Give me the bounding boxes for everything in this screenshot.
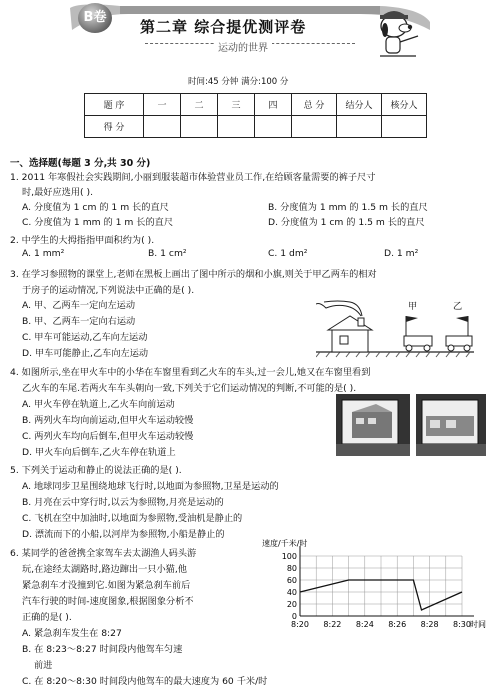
question-1-stem: 1. 2011 年寒假社会实践期间,小丽到服装超市体验营业员工作,在给顾客量需要的裤子尺寸 [10, 172, 376, 183]
question-5-option-b[interactable]: B. 月亮在云中穿行时,以云为参照物,月亮是运动的 [22, 497, 224, 508]
mascot-icon [372, 8, 422, 63]
speed-time-chart [262, 538, 488, 638]
table-cell: 核分人 [382, 94, 427, 116]
question-1-option-c[interactable]: C. 分度值为 1 mm 的 1 m 长的直尺 [22, 217, 174, 228]
y-tick-label: 80 [286, 564, 297, 573]
table-cell: 题 序 [85, 94, 144, 116]
y-tick-label: 100 [281, 552, 297, 561]
x-tick-label: 8:24 [355, 620, 374, 629]
score-table-header-row [85, 94, 427, 116]
question-1-option-d[interactable]: D. 分度值为 1 cm 的 1.5 m 长的直尺 [268, 217, 425, 228]
score-input-cell[interactable] [218, 116, 255, 138]
train-window-photo-2 [416, 394, 486, 459]
question-2-option-b[interactable]: B. 1 cm² [148, 248, 187, 259]
score-input-cell[interactable] [255, 116, 292, 138]
question-5-option-d[interactable]: D. 漂流而下的小船,以河岸为参照物,小船是静止的 [22, 529, 225, 540]
question-5-option-a[interactable]: A. 地球同步卫星围绕地球飞行时,以地面为参照物,卫星是运动的 [22, 481, 279, 492]
x-tick-label: 8:30 [453, 620, 471, 629]
house-flags-figure [316, 290, 476, 361]
question-5-option-c[interactable]: C. 飞机在空中加油时,以地面为参照物,受油机是静止的 [22, 513, 243, 524]
table-cell: 总 分 [292, 94, 337, 116]
table-cell: 一 [144, 94, 181, 116]
y-tick-label: 20 [286, 600, 297, 609]
x-tick-label: 8:20 [291, 620, 309, 629]
question-1-stem-cont: 时,最好应选用( ). [22, 187, 94, 198]
question-6-option-a[interactable]: A. 紧急刹车发生在 8:27 [22, 628, 122, 639]
question-2-stem: 2. 中学生的大拇指指甲面积约为( ). [10, 235, 155, 246]
table-cell: 四 [255, 94, 292, 116]
exam-time-info: 时间:45 分钟 满分:100 分 [188, 77, 289, 87]
score-input-cell[interactable] [144, 116, 181, 138]
table-cell: 得 分 [85, 116, 144, 138]
question-3-option-b[interactable]: B. 甲、乙两车一定向右运动 [22, 316, 136, 327]
question-2-option-c[interactable]: C. 1 dm² [268, 248, 308, 259]
question-6-stem-line4: 汽车行驶的时间-速度图象,根据图象分析不 [22, 596, 194, 607]
page-title: 第二章 综合提优测评卷 [140, 18, 307, 36]
section-heading: 一、选择题(每题 3 分,共 30 分) [10, 158, 151, 169]
score-input-cell[interactable] [181, 116, 218, 138]
y-axis-label: 速度/千米/时 [262, 539, 308, 548]
question-4-option-d[interactable]: D. 甲火车向后倒车,乙火车停在轨道上 [22, 447, 176, 458]
question-3-option-d[interactable]: D. 甲车可能静止,乙车向左运动 [22, 348, 149, 359]
question-3-stem-cont: 于房子的运动情况,下列说法中正确的是( ). [22, 285, 195, 296]
question-1-option-b[interactable]: B. 分度值为 1 mm 的 1.5 m 长的直尺 [268, 202, 428, 213]
question-6-stem: 6. 某同学的爸爸携全家驾车去太湖渔人码头游 [10, 548, 197, 559]
question-6-option-c[interactable]: C. 在 8:20～8:30 时间段内他驾车的最大速度为 60 千米/时 [22, 676, 268, 687]
question-3-stem: 3. 在学习参照物的课堂上,老师在黑板上画出了图中所示的烟和小旗,则关于甲乙两车的相对 [10, 269, 377, 280]
score-input-cell[interactable] [337, 116, 382, 138]
question-4-option-c[interactable]: C. 两列火车均向后倒车,但甲火车运动较慢 [22, 431, 194, 442]
score-input-cell[interactable] [292, 116, 337, 138]
question-6-option-b-cont: 前进 [34, 660, 53, 671]
x-axis-label: 时间 [470, 620, 486, 629]
page-subtitle: 运动的世界 [214, 39, 272, 54]
label-car-yi: 乙 [453, 301, 463, 312]
question-6-stem-line3: 紧急刹车才没撞到它.如图为紧急刹车前后 [22, 580, 191, 591]
score-table [84, 93, 427, 138]
score-input-cell[interactable] [382, 116, 427, 138]
question-6-stem-line5: 正确的是( ). [22, 612, 72, 623]
question-4-stem-cont: 乙火车的车尾.若两火车车头朝向一致,下列关于它们运动情况的判断,不可能的是( ). [22, 383, 357, 394]
question-4-option-b[interactable]: B. 两列火车均向前运动,但甲火车运动较慢 [22, 415, 194, 426]
table-cell: 结分人 [337, 94, 382, 116]
x-tick-label: 8:28 [420, 620, 439, 629]
question-5-stem: 5. 下列关于运动和静止的说法正确的是( ). [10, 465, 182, 476]
score-table-score-row [85, 116, 427, 138]
question-4-option-a[interactable]: A. 甲火车停在轨道上,乙火车向前运动 [22, 399, 175, 410]
y-tick-label: 40 [286, 588, 297, 597]
x-tick-label: 8:26 [388, 620, 407, 629]
y-tick-label: 0 [291, 612, 297, 621]
x-tick-label: 8:22 [323, 620, 342, 629]
table-cell: 三 [218, 94, 255, 116]
table-cell: 二 [181, 94, 218, 116]
y-tick-label: 60 [286, 576, 297, 585]
question-3-option-a[interactable]: A. 甲、乙两车一定向左运动 [22, 300, 136, 311]
volume-badge: B卷 [78, 3, 112, 33]
question-6-stem-line2: 玩,在途经太湖路时,路边蹿出一只小猫,他 [22, 564, 187, 575]
question-1-option-a[interactable]: A. 分度值为 1 cm 的 1 m 长的直尺 [22, 202, 169, 213]
question-2-option-d[interactable]: D. 1 m² [384, 248, 419, 259]
question-3-option-c[interactable]: C. 甲车可能运动,乙车向左运动 [22, 332, 148, 343]
train-window-photo-1 [336, 394, 410, 459]
question-4-stem: 4. 如图所示,坐在甲火车中的小华在车窗里看到乙火车的车头,过一会儿,她又在车窗里看到 [10, 367, 371, 378]
question-6-option-b[interactable]: B. 在 8:23～8:27 时间段内他驾车匀速 [22, 644, 183, 655]
question-2-option-a[interactable]: A. 1 mm² [22, 248, 65, 259]
label-car-jia: 甲 [408, 301, 418, 312]
